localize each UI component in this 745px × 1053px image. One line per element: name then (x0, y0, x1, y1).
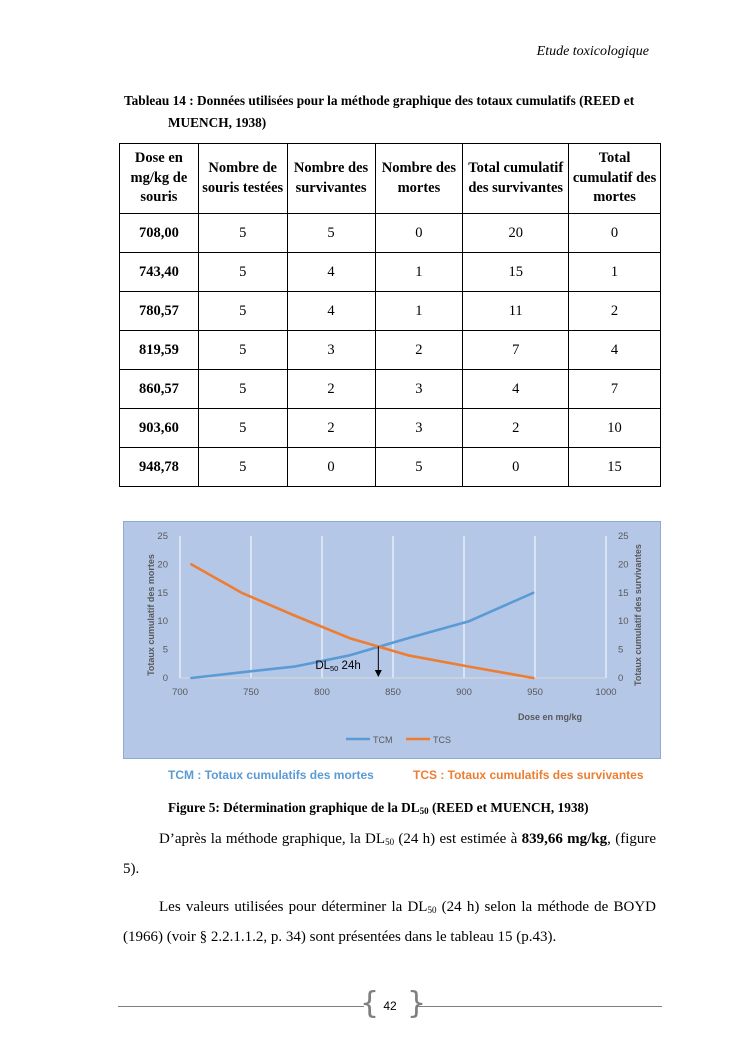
table-cell: 860,57 (120, 370, 199, 409)
y-right-tick-label: 25 (618, 531, 629, 542)
table-row (120, 448, 661, 487)
table-cell: 708,00 (120, 214, 199, 253)
table-cell: 2 (375, 331, 463, 370)
x-tick-label: 950 (527, 687, 543, 698)
dl50-annotation-main: DL (315, 660, 331, 672)
open-brace-icon: { (360, 986, 380, 1021)
table-cell: 0 (375, 214, 463, 253)
table-cell: 1 (375, 292, 463, 331)
table-cell: 5 (198, 331, 287, 370)
figure-caption-b: (REED et MUENCH, 1938) (428, 800, 589, 815)
dl50-annotation-sub: 50 (330, 664, 339, 673)
table-cell: 4 (287, 253, 375, 292)
table-cell: 3 (375, 409, 463, 448)
table-cell: 2 (287, 409, 375, 448)
table-cell: 0 (287, 448, 375, 487)
table-cell: 5 (287, 214, 375, 253)
x-tick-label: 800 (314, 687, 330, 698)
table-cell: 2 (569, 292, 661, 331)
table-cell: 10 (569, 409, 661, 448)
table-cell: 1 (569, 253, 661, 292)
tcs-legend-note: TCS : Totaux cumulatifs des survivantes (413, 768, 644, 782)
table-cell: 7 (463, 331, 569, 370)
footer-rule-left (118, 1006, 364, 1007)
y-right-tick-label: 10 (618, 616, 629, 628)
y-left-axis-title: Totaux cumulatif des mortes (146, 554, 156, 676)
table-cell: 5 (198, 370, 287, 409)
table-cell: 743,40 (120, 253, 199, 292)
figure-caption (168, 800, 589, 816)
table-row (120, 331, 661, 370)
para1-sub: 50 (385, 837, 395, 847)
x-tick-label: 900 (456, 687, 472, 698)
table-row (120, 253, 661, 292)
table-cell: 5 (198, 292, 287, 331)
figure-caption-sub: 50 (419, 806, 429, 816)
y-right-tick-label: 15 (618, 587, 629, 599)
table-cell: 5 (198, 448, 287, 487)
legend-label-tcs: TCS (433, 735, 451, 745)
para1-b: (24 h) est estimée à (394, 831, 522, 847)
x-tick-label: 850 (385, 687, 401, 698)
x-tick-label: 700 (172, 687, 188, 698)
col-header-cumul-survivors: Total cumulatif des survivantes (463, 144, 569, 214)
series-line-tcm (191, 593, 533, 678)
y-left-tick-label: 5 (162, 644, 168, 656)
paragraph-boyd (123, 894, 656, 951)
table-row (120, 409, 661, 448)
table-cell: 15 (463, 253, 569, 292)
col-header-cumul-dead: Total cumulatif des mortes (569, 144, 661, 214)
col-header-dose: Dose en mg/kg de souris (120, 144, 199, 214)
table-cell: 1 (375, 253, 463, 292)
table-cell: 7 (569, 370, 661, 409)
dl50-annotation-tail: 24h (338, 660, 361, 672)
series-line-tcs (191, 564, 533, 678)
table-row (120, 292, 661, 331)
y-left-tick-label: 25 (157, 531, 168, 542)
table-cell: 5 (198, 214, 287, 253)
table-cell: 20 (463, 214, 569, 253)
table-cell: 780,57 (120, 292, 199, 331)
y-left-tick-label: 15 (157, 587, 168, 599)
table-caption (124, 90, 664, 134)
table-cell: 0 (569, 214, 661, 253)
close-brace-icon: } (407, 986, 427, 1021)
y-right-tick-label: 20 (618, 559, 629, 571)
table-cell: 3 (375, 370, 463, 409)
table-cell: 3 (287, 331, 375, 370)
table-cell: 5 (198, 253, 287, 292)
table-cell: 5 (375, 448, 463, 487)
table-cell: 819,59 (120, 331, 199, 370)
running-header: Etude toxicologique (536, 44, 649, 59)
table-row (120, 214, 661, 253)
legend-label-tcm: TCM (373, 735, 393, 745)
table-cell: 903,60 (120, 409, 199, 448)
y-left-tick-label: 10 (157, 616, 168, 628)
table-caption-line2: MUENCH, 1938) (168, 115, 267, 130)
para2-a: Les valeurs utilisées pour déterminer la DL (159, 899, 428, 915)
page-number: 42 (383, 999, 397, 1013)
table-cell: 4 (463, 370, 569, 409)
footer-rule-right (416, 1006, 662, 1007)
dl50-annotation (315, 660, 360, 673)
y-left-tick-label: 0 (162, 673, 168, 684)
para1-bold: 839,66 mg/kg (521, 831, 608, 847)
para1-c: , (figure 5). (123, 831, 657, 877)
dl50-chart (123, 521, 661, 759)
para2-b: (24 h) selon la méthode de BOYD (1966) (voir § 2.2.1.1.2, p. 34) sont présentées dans le tableau 15 (p.43). (123, 899, 656, 945)
table-header-row (120, 144, 661, 214)
table-cell: 948,78 (120, 448, 199, 487)
table-cell: 0 (463, 448, 569, 487)
para2-sub: 50 (427, 905, 437, 915)
y-right-tick-label: 0 (618, 673, 624, 684)
col-header-survivors: Nombre des survivantes (287, 144, 375, 214)
col-header-tested: Nombre de souris testées (198, 144, 287, 214)
y-right-axis-title: Totaux cumulatif des survivantes (633, 544, 643, 686)
x-axis-title: Dose en mg/kg (517, 712, 582, 722)
col-header-dead: Nombre des mortes (375, 144, 463, 214)
tcm-legend-note: TCM : Totaux cumulatifs des mortes (168, 768, 374, 782)
table-caption-line1: Tableau 14 : Données utilisées pour la méthode graphique des totaux cumulatifs (REED et (124, 93, 635, 108)
table-cell: 11 (463, 292, 569, 331)
para1-a: D’après la méthode graphique, la DL (159, 831, 386, 847)
table-cell: 2 (463, 409, 569, 448)
data-table (119, 143, 661, 487)
dl50-arrow-head-icon (375, 670, 382, 677)
chart-canvas (124, 522, 662, 760)
table-cell: 4 (569, 331, 661, 370)
table-cell: 4 (287, 292, 375, 331)
figure-caption-a: Figure 5: Détermination graphique de la DL (168, 800, 420, 815)
table-cell: 15 (569, 448, 661, 487)
table-cell: 5 (198, 409, 287, 448)
paragraph-result (123, 826, 656, 883)
table-row (120, 370, 661, 409)
x-tick-label: 750 (243, 687, 259, 698)
table-cell: 2 (287, 370, 375, 409)
y-right-tick-label: 5 (618, 644, 624, 656)
y-left-tick-label: 20 (157, 559, 168, 571)
x-tick-label: 1000 (595, 687, 617, 698)
